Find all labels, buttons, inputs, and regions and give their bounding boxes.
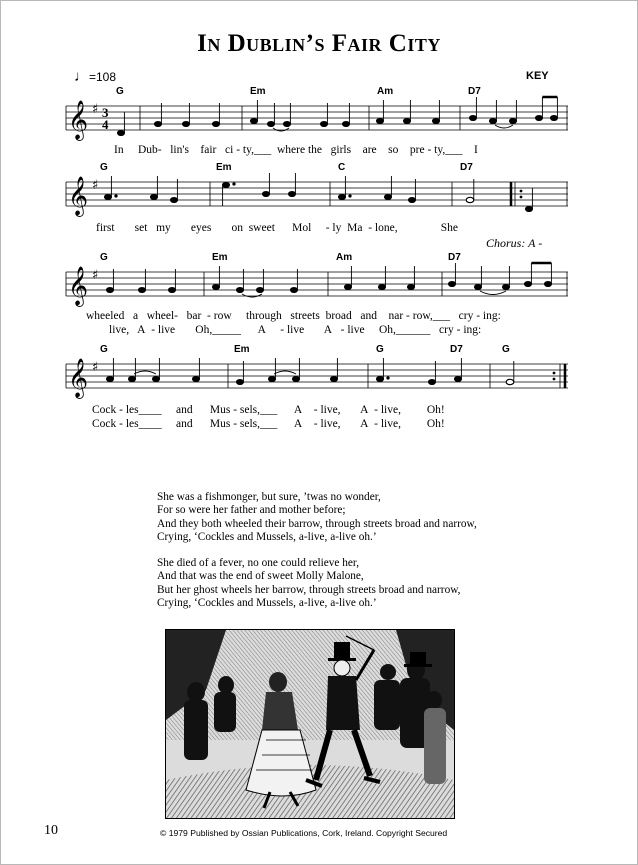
lyric-line: In Dub- lin's fair ci - ty,___ where the girls are so pre - ty,___ I — [114, 144, 478, 156]
chord-label: D7 — [460, 162, 473, 173]
key-label: KEY — [526, 70, 549, 82]
lyric-line: wheeled a wheel- bar - row through streets broad and nar - row,___ cry - ing: — [86, 310, 501, 322]
verse-line: And they both wheeled their barrow, through streets broad and narrow, — [157, 517, 477, 530]
chord-label: D7 — [448, 252, 461, 263]
chord-label: Em — [212, 252, 228, 263]
verse-3 — [157, 557, 557, 610]
chord-label: G — [116, 86, 124, 97]
svg-text:3: 3 — [102, 105, 109, 120]
music-system-4 — [66, 344, 568, 436]
treble-clef-icon: 𝄞 — [68, 358, 89, 398]
treble-clef-icon: 𝄞 — [68, 100, 89, 140]
verse-line: For so were her father and mother before; — [157, 504, 346, 517]
lyric-line: live, A - live Oh,_____ A - live A - live Oh,______ cry - ing: — [109, 324, 482, 336]
verse-line: She died of a fever, no one could relieve her, — [157, 557, 360, 570]
chord-label: G — [100, 162, 108, 173]
verse-line: Crying, ‘Cockles and Mussels, a-live, a-live oh.’ — [157, 597, 377, 610]
chord-label: G — [100, 344, 108, 355]
chord-label: Am — [336, 252, 353, 263]
dancing-engraving-illustration — [165, 629, 455, 819]
music-system-1 — [66, 86, 568, 166]
chorus-label: Chorus: A - — [486, 236, 543, 250]
tempo-marking — [74, 68, 116, 85]
verse-2 — [157, 491, 557, 544]
staff — [66, 358, 568, 408]
svg-text:♯: ♯ — [92, 102, 99, 117]
svg-text:♯: ♯ — [92, 360, 99, 375]
verse-line: But her ghost wheels her barrow, through streets broad and narrow, — [157, 583, 461, 596]
staff — [66, 100, 568, 150]
lyric-line: Cock - les____ and Mus - sels,___ A - live, A - live, Oh! — [92, 404, 445, 416]
svg-text:4: 4 — [102, 117, 109, 132]
music-system-3 — [66, 252, 568, 346]
tempo-value: =108 — [89, 70, 117, 84]
verse-line: Crying, ‘Cockles and Mussels, a-live, a-live oh.’ — [157, 530, 377, 543]
chord-label: Em — [216, 162, 232, 173]
song-title: In Dublin’s Fair City — [197, 30, 441, 57]
svg-text:♯: ♯ — [92, 178, 99, 193]
lyric-line: Cock - les____ and Mus - sels,___ A - live, A - live, Oh! — [92, 418, 445, 430]
staff — [66, 266, 568, 316]
verse-line: She was a fishmonger, but sure, ’twas no wonder, — [157, 491, 381, 503]
chord-label: C — [338, 162, 346, 173]
verses-text — [157, 491, 557, 623]
chord-label: G — [376, 344, 384, 355]
chord-label: G — [502, 344, 510, 355]
svg-text:♯: ♯ — [92, 268, 99, 283]
chord-label: Em — [250, 86, 266, 97]
chord-label: D7 — [468, 86, 481, 97]
lyric-line: first set my eyes on sweet Mol - ly Ma - lone, She — [96, 222, 458, 234]
chord-label: Em — [234, 344, 250, 355]
music-system-2 — [66, 162, 568, 254]
chord-label: D7 — [450, 344, 463, 355]
staff — [66, 176, 568, 226]
verse-line: And that was the end of sweet Molly Malone, — [157, 570, 364, 583]
chord-label: G — [100, 252, 108, 263]
treble-clef-icon: 𝄞 — [68, 266, 89, 306]
chord-label: Am — [377, 86, 394, 97]
copyright-notice: © 1979 Published by Ossian Publications, Cork, Ireland. Copyright Secured — [160, 828, 448, 838]
page-number: 10 — [44, 823, 58, 838]
treble-clef-icon: 𝄞 — [68, 176, 89, 216]
quarter-note-icon: ♩ — [74, 68, 89, 85]
